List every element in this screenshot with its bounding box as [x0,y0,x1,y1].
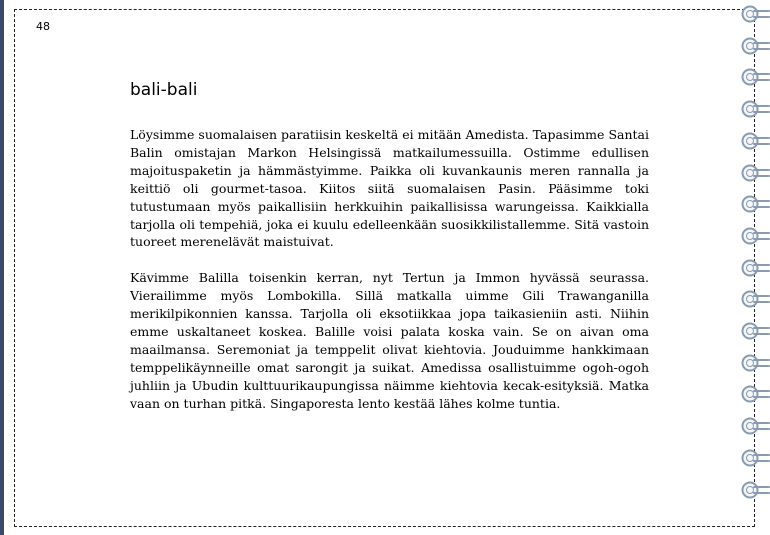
spiral-binding [740,0,770,535]
spiral-ring-icon [740,194,770,214]
spiral-ring-icon [740,99,770,119]
page-title: bali-bali [130,80,198,100]
spiral-ring-icon [740,480,770,500]
spiral-ring-icon [740,448,770,468]
spiral-ring-icon [740,4,770,24]
spiral-ring-icon [740,258,770,278]
spiral-ring-icon [740,36,770,56]
spiral-ring-icon [740,163,770,183]
page-left-edge [0,0,4,535]
paragraph-2: Kävimme Balilla toisenkin kerran, nyt Tertun ja Immon hyvässä seurassa. Vierailimme myös Lombokilla. Sillä matkalla uimme Gili Trawanganilla merikilpikonnien kanssa. Tarjolla oli eksotiikkaa jopa taikasieniin asti. Niihin emme uskaltaneet koskea. Balille voisi palata koska vain. Se on aivan oma maailmansa. Seremoniat ja temppelit olivat kiehtovia. Jouduimme hankkimaan temppelikäynneille omat sarongit ja suikat. Amedissa osallistuimme ogoh-ogoh juhliin ja Ubudin kulttuurikaupungissa näimme kiehtovia kecak-esityksiä. Matka vaan on turhan pitkä. Singaporesta lento kestää lähes kolme tuntia. [130,270,649,411]
spiral-ring-icon [740,384,770,404]
spiral-ring-icon [740,321,770,341]
spiral-ring-icon [740,353,770,373]
spiral-ring-icon [740,226,770,246]
paragraph-1: Löysimme suomalaisen paratiisin keskeltä ei mitään Amedista. Tapasimme Santai Balin omistajan Markon Helsingissä matkailumessuilla. Ostimme edullisen majoituspaketin ja hämmästyimme. Paikka oli kuvankaunis meren rannalla ja keittiö oli gourmet-tasoa. Kiitos siitä suomalaisen Pasin. Pääsimme toki tutustumaan myös paikallisiin herkkuihin paikallisissa warungeissa. Kaikkialla tarjolla oli tempehiä, joka ei kuulu edelleenkään suosikkilistallemme. Sitä vastoin tuoreet merenelävät maistuivat. [130,127,649,250]
body-text [130,126,649,431]
spiral-ring-icon [740,289,770,309]
spiral-ring-icon [740,416,770,436]
page-number: 48 [36,20,50,33]
spiral-ring-icon [740,131,770,151]
spiral-ring-icon [740,67,770,87]
notebook-page [14,9,755,527]
